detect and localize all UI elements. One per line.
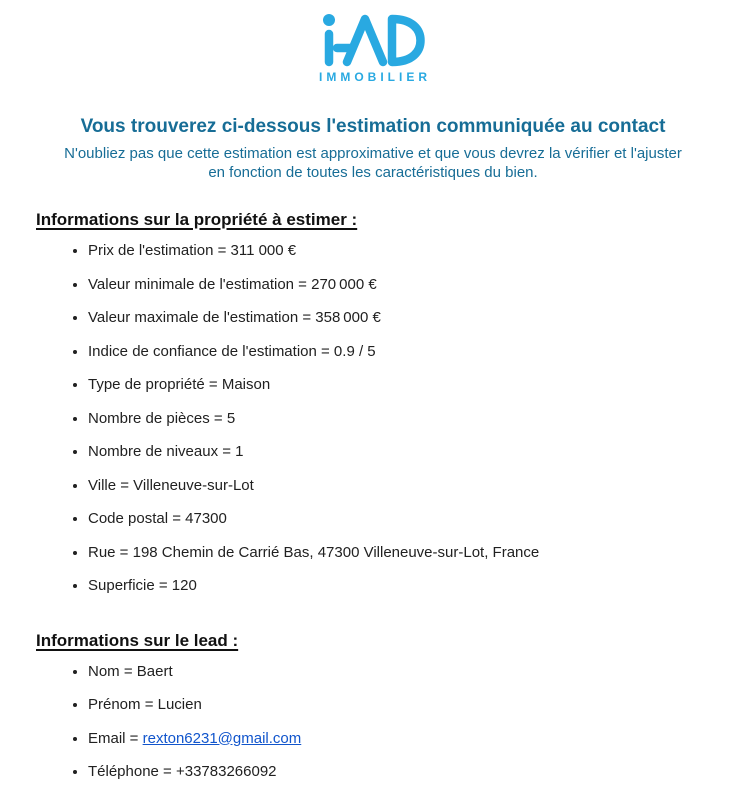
page-title: Vous trouverez ci-dessous l'estimation communiquée au contact — [80, 116, 666, 137]
property-item-min-value: • Valeur minimale de l'estimation = 270 000 € — [88, 276, 710, 294]
intro-note-line1: N'oubliez pas que cette estimation est approximative et que vous devrez la vérifier et l'ajuster — [64, 145, 682, 162]
property-list — [36, 242, 710, 595]
property-item-rooms: • Nombre de pièces = 5 — [88, 410, 710, 428]
intro-note — [0, 144, 746, 182]
brand-subtitle: IMMOBILIER — [319, 70, 431, 84]
property-item-confidence: • Indice de confiance de l'estimation = 0.9 / 5 — [88, 343, 710, 361]
property-item-levels: • Nombre de niveaux = 1 — [88, 443, 710, 461]
property-item-street: • Rue = 198 Chemin de Carrié Bas, 47300 Villeneuve-sur-Lot, France — [88, 544, 710, 562]
lead-list — [36, 663, 710, 781]
intro-note-line2: en fonction de toutes les caractéristiques du bien. — [208, 164, 538, 181]
property-item-city: • Ville = Villeneuve-sur-Lot — [88, 477, 710, 495]
lead-item-email — [88, 730, 710, 748]
intro-section — [0, 116, 746, 182]
property-item-postal-code: • Code postal = 47300 — [88, 510, 710, 528]
lead-item-lastname: • Nom = Baert — [88, 663, 710, 681]
lead-section — [36, 631, 710, 781]
brand-header — [0, 10, 746, 84]
property-item-area: • Superficie = 120 — [88, 577, 710, 595]
property-item-type: • Type de propriété = Maison — [88, 376, 710, 394]
email-link[interactable]: rexton6231@gmail.com — [142, 729, 302, 747]
lead-item-phone: • Téléphone = +33783266092 — [88, 763, 710, 781]
lead-item-firstname: • Prénom = Lucien — [88, 696, 710, 714]
iad-logo-icon — [321, 12, 425, 68]
property-section-heading: Informations sur la propriété à estimer : — [36, 210, 358, 229]
email-label: Email = — [88, 729, 143, 747]
property-item-max-value: • Valeur maximale de l'estimation = 358 000 € — [88, 309, 710, 327]
property-section — [36, 210, 710, 595]
lead-section-heading: Informations sur le lead : — [36, 630, 239, 650]
property-item-price: • Prix de l'estimation = 311 000 € — [88, 242, 710, 260]
